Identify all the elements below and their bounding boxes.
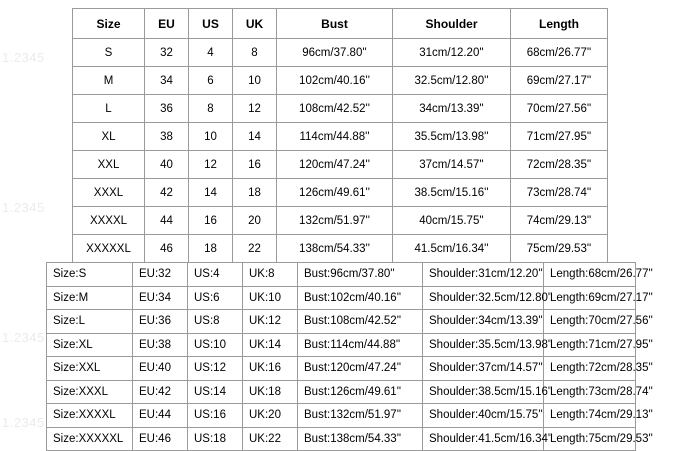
cell-us: US:14: [188, 380, 243, 404]
cell-length: 72cm/28.35'': [511, 151, 608, 179]
cell-us: US:18: [188, 427, 243, 451]
cell-eu: EU:44: [133, 404, 188, 428]
cell-shoulder: Shoulder:40cm/15.75'': [423, 404, 544, 428]
cell-size: Size:S: [47, 263, 133, 287]
cell-size: XXXXXL: [73, 235, 145, 263]
cell-uk: UK:14: [243, 333, 298, 357]
cell-uk: 10: [233, 67, 277, 95]
table-row: [47, 404, 636, 428]
cell-us: 10: [189, 123, 233, 151]
cell-length: Length:68cm/26.77'': [544, 263, 636, 287]
cell-length: 75cm/29.53'': [511, 235, 608, 263]
table-row: [47, 357, 636, 381]
cell-size: XXL: [73, 151, 145, 179]
cell-size: Size:XXXXL: [47, 404, 133, 428]
table-row: [73, 151, 608, 179]
cell-length: Length:72cm/28.35'': [544, 357, 636, 381]
cell-length: Length:70cm/27.56'': [544, 310, 636, 334]
cell-us: US:4: [188, 263, 243, 287]
cell-uk: 22: [233, 235, 277, 263]
cell-bust: 126cm/49.61'': [277, 179, 393, 207]
cell-bust: 138cm/54.33'': [277, 235, 393, 263]
cell-size: Size:M: [47, 286, 133, 310]
cell-length: Length:69cm/27.17'': [544, 286, 636, 310]
cell-eu: EU:46: [133, 427, 188, 451]
cell-us: 14: [189, 179, 233, 207]
cell-us: 6: [189, 67, 233, 95]
cell-uk: 12: [233, 95, 277, 123]
table-row: [47, 427, 636, 451]
table-row: [73, 95, 608, 123]
cell-bust: Bust:120cm/47.24'': [298, 357, 423, 381]
cell-us: 18: [189, 235, 233, 263]
cell-shoulder: Shoulder:38.5cm/15.16'': [423, 380, 544, 404]
size-detail-table: [46, 262, 653, 451]
cell-shoulder: 38.5cm/15.16'': [393, 179, 511, 207]
column-header-shoulder: Shoulder: [393, 9, 511, 39]
cell-shoulder: 34cm/13.39'': [393, 95, 511, 123]
cell-uk: UK:20: [243, 404, 298, 428]
cell-eu: 44: [145, 207, 189, 235]
cell-size: S: [73, 39, 145, 67]
cell-length: 70cm/27.56'': [511, 95, 608, 123]
table-row: [47, 380, 636, 404]
cell-length: Length:75cm/29.53'': [544, 427, 636, 451]
cell-shoulder: 35.5cm/13.98'': [393, 123, 511, 151]
cell-eu: 38: [145, 123, 189, 151]
cell-shoulder: 40cm/15.75'': [393, 207, 511, 235]
cell-size: L: [73, 95, 145, 123]
cell-bust: Bust:102cm/40.16'': [298, 286, 423, 310]
cell-length: 68cm/26.77'': [511, 39, 608, 67]
cell-bust: Bust:114cm/44.88'': [298, 333, 423, 357]
cell-size: Size:XL: [47, 333, 133, 357]
cell-uk: UK:22: [243, 427, 298, 451]
cell-shoulder: Shoulder:37cm/14.57'': [423, 357, 544, 381]
cell-uk: UK:10: [243, 286, 298, 310]
cell-eu: 40: [145, 151, 189, 179]
cell-us: 16: [189, 207, 233, 235]
cell-bust: Bust:132cm/51.97'': [298, 404, 423, 428]
cell-shoulder: 41.5cm/16.34'': [393, 235, 511, 263]
cell-shoulder: 31cm/12.20'': [393, 39, 511, 67]
cell-shoulder: Shoulder:41.5cm/16.34'': [423, 427, 544, 451]
cell-eu: EU:38: [133, 333, 188, 357]
cell-shoulder: Shoulder:32.5cm/12.80'': [423, 286, 544, 310]
cell-shoulder: Shoulder:34cm/13.39'': [423, 310, 544, 334]
cell-us: 12: [189, 151, 233, 179]
cell-length: 74cm/29.13'': [511, 207, 608, 235]
cell-shoulder: 37cm/14.57'': [393, 151, 511, 179]
cell-uk: 20: [233, 207, 277, 235]
table-row: [73, 207, 608, 235]
cell-eu: EU:32: [133, 263, 188, 287]
cell-bust: 120cm/47.24'': [277, 151, 393, 179]
column-header-size: Size: [73, 9, 145, 39]
cell-bust: 132cm/51.97'': [277, 207, 393, 235]
cell-uk: UK:8: [243, 263, 298, 287]
cell-uk: 8: [233, 39, 277, 67]
cell-uk: UK:16: [243, 357, 298, 381]
cell-size: Size:XXL: [47, 357, 133, 381]
cell-bust: 102cm/40.16'': [277, 67, 393, 95]
watermark-text: 1.2345: [2, 200, 45, 215]
table-row: [73, 179, 608, 207]
cell-bust: Bust:126cm/49.61'': [298, 380, 423, 404]
cell-eu: EU:40: [133, 357, 188, 381]
cell-eu: EU:36: [133, 310, 188, 334]
watermark-text: 1.2345: [2, 330, 45, 345]
cell-size: XL: [73, 123, 145, 151]
cell-us: US:8: [188, 310, 243, 334]
cell-eu: 46: [145, 235, 189, 263]
cell-uk: UK:18: [243, 380, 298, 404]
cell-bust: Bust:96cm/37.80'': [298, 263, 423, 287]
column-header-uk: UK: [233, 9, 277, 39]
cell-eu: 32: [145, 39, 189, 67]
cell-bust: Bust:108cm/42.52'': [298, 310, 423, 334]
table-row: [47, 333, 636, 357]
column-header-bust: Bust: [277, 9, 393, 39]
cell-bust: 96cm/37.80'': [277, 39, 393, 67]
cell-eu: EU:34: [133, 286, 188, 310]
cell-length: 73cm/28.74'': [511, 179, 608, 207]
cell-shoulder: Shoulder:35.5cm/13.98'': [423, 333, 544, 357]
column-header-length: Length: [511, 9, 608, 39]
cell-size: Size:L: [47, 310, 133, 334]
cell-uk: UK:12: [243, 310, 298, 334]
cell-uk: 14: [233, 123, 277, 151]
cell-uk: 18: [233, 179, 277, 207]
cell-shoulder: Shoulder:31cm/12.20'': [423, 263, 544, 287]
cell-bust: 108cm/42.52'': [277, 95, 393, 123]
cell-bust: Bust:138cm/54.33'': [298, 427, 423, 451]
cell-uk: 16: [233, 151, 277, 179]
table-row: [73, 67, 608, 95]
table-row: [73, 123, 608, 151]
cell-length: 71cm/27.95'': [511, 123, 608, 151]
column-header-eu: EU: [145, 9, 189, 39]
watermark-text: 1.2345: [2, 415, 45, 430]
cell-us: US:12: [188, 357, 243, 381]
size-chart-table: [72, 8, 608, 263]
table-row: [47, 286, 636, 310]
cell-size: XXXL: [73, 179, 145, 207]
cell-us: 4: [189, 39, 233, 67]
cell-us: US:10: [188, 333, 243, 357]
table-header-row: [73, 9, 608, 39]
cell-eu: EU:42: [133, 380, 188, 404]
cell-shoulder: 32.5cm/12.80'': [393, 67, 511, 95]
watermark-text: 1.2345: [2, 50, 45, 65]
cell-size: XXXXL: [73, 207, 145, 235]
cell-us: US:16: [188, 404, 243, 428]
cell-length: Length:74cm/29.13'': [544, 404, 636, 428]
cell-length: 69cm/27.17'': [511, 67, 608, 95]
cell-size: M: [73, 67, 145, 95]
table-row: [47, 310, 636, 334]
cell-us: US:6: [188, 286, 243, 310]
table-row: [73, 39, 608, 67]
cell-size: Size:XXXL: [47, 380, 133, 404]
table-row: [73, 235, 608, 263]
cell-size: Size:XXXXXL: [47, 427, 133, 451]
cell-eu: 34: [145, 67, 189, 95]
cell-length: Length:73cm/28.74'': [544, 380, 636, 404]
cell-eu: 42: [145, 179, 189, 207]
table-row: [47, 263, 636, 287]
column-header-us: US: [189, 9, 233, 39]
cell-us: 8: [189, 95, 233, 123]
cell-eu: 36: [145, 95, 189, 123]
cell-length: Length:71cm/27.95'': [544, 333, 636, 357]
cell-bust: 114cm/44.88'': [277, 123, 393, 151]
